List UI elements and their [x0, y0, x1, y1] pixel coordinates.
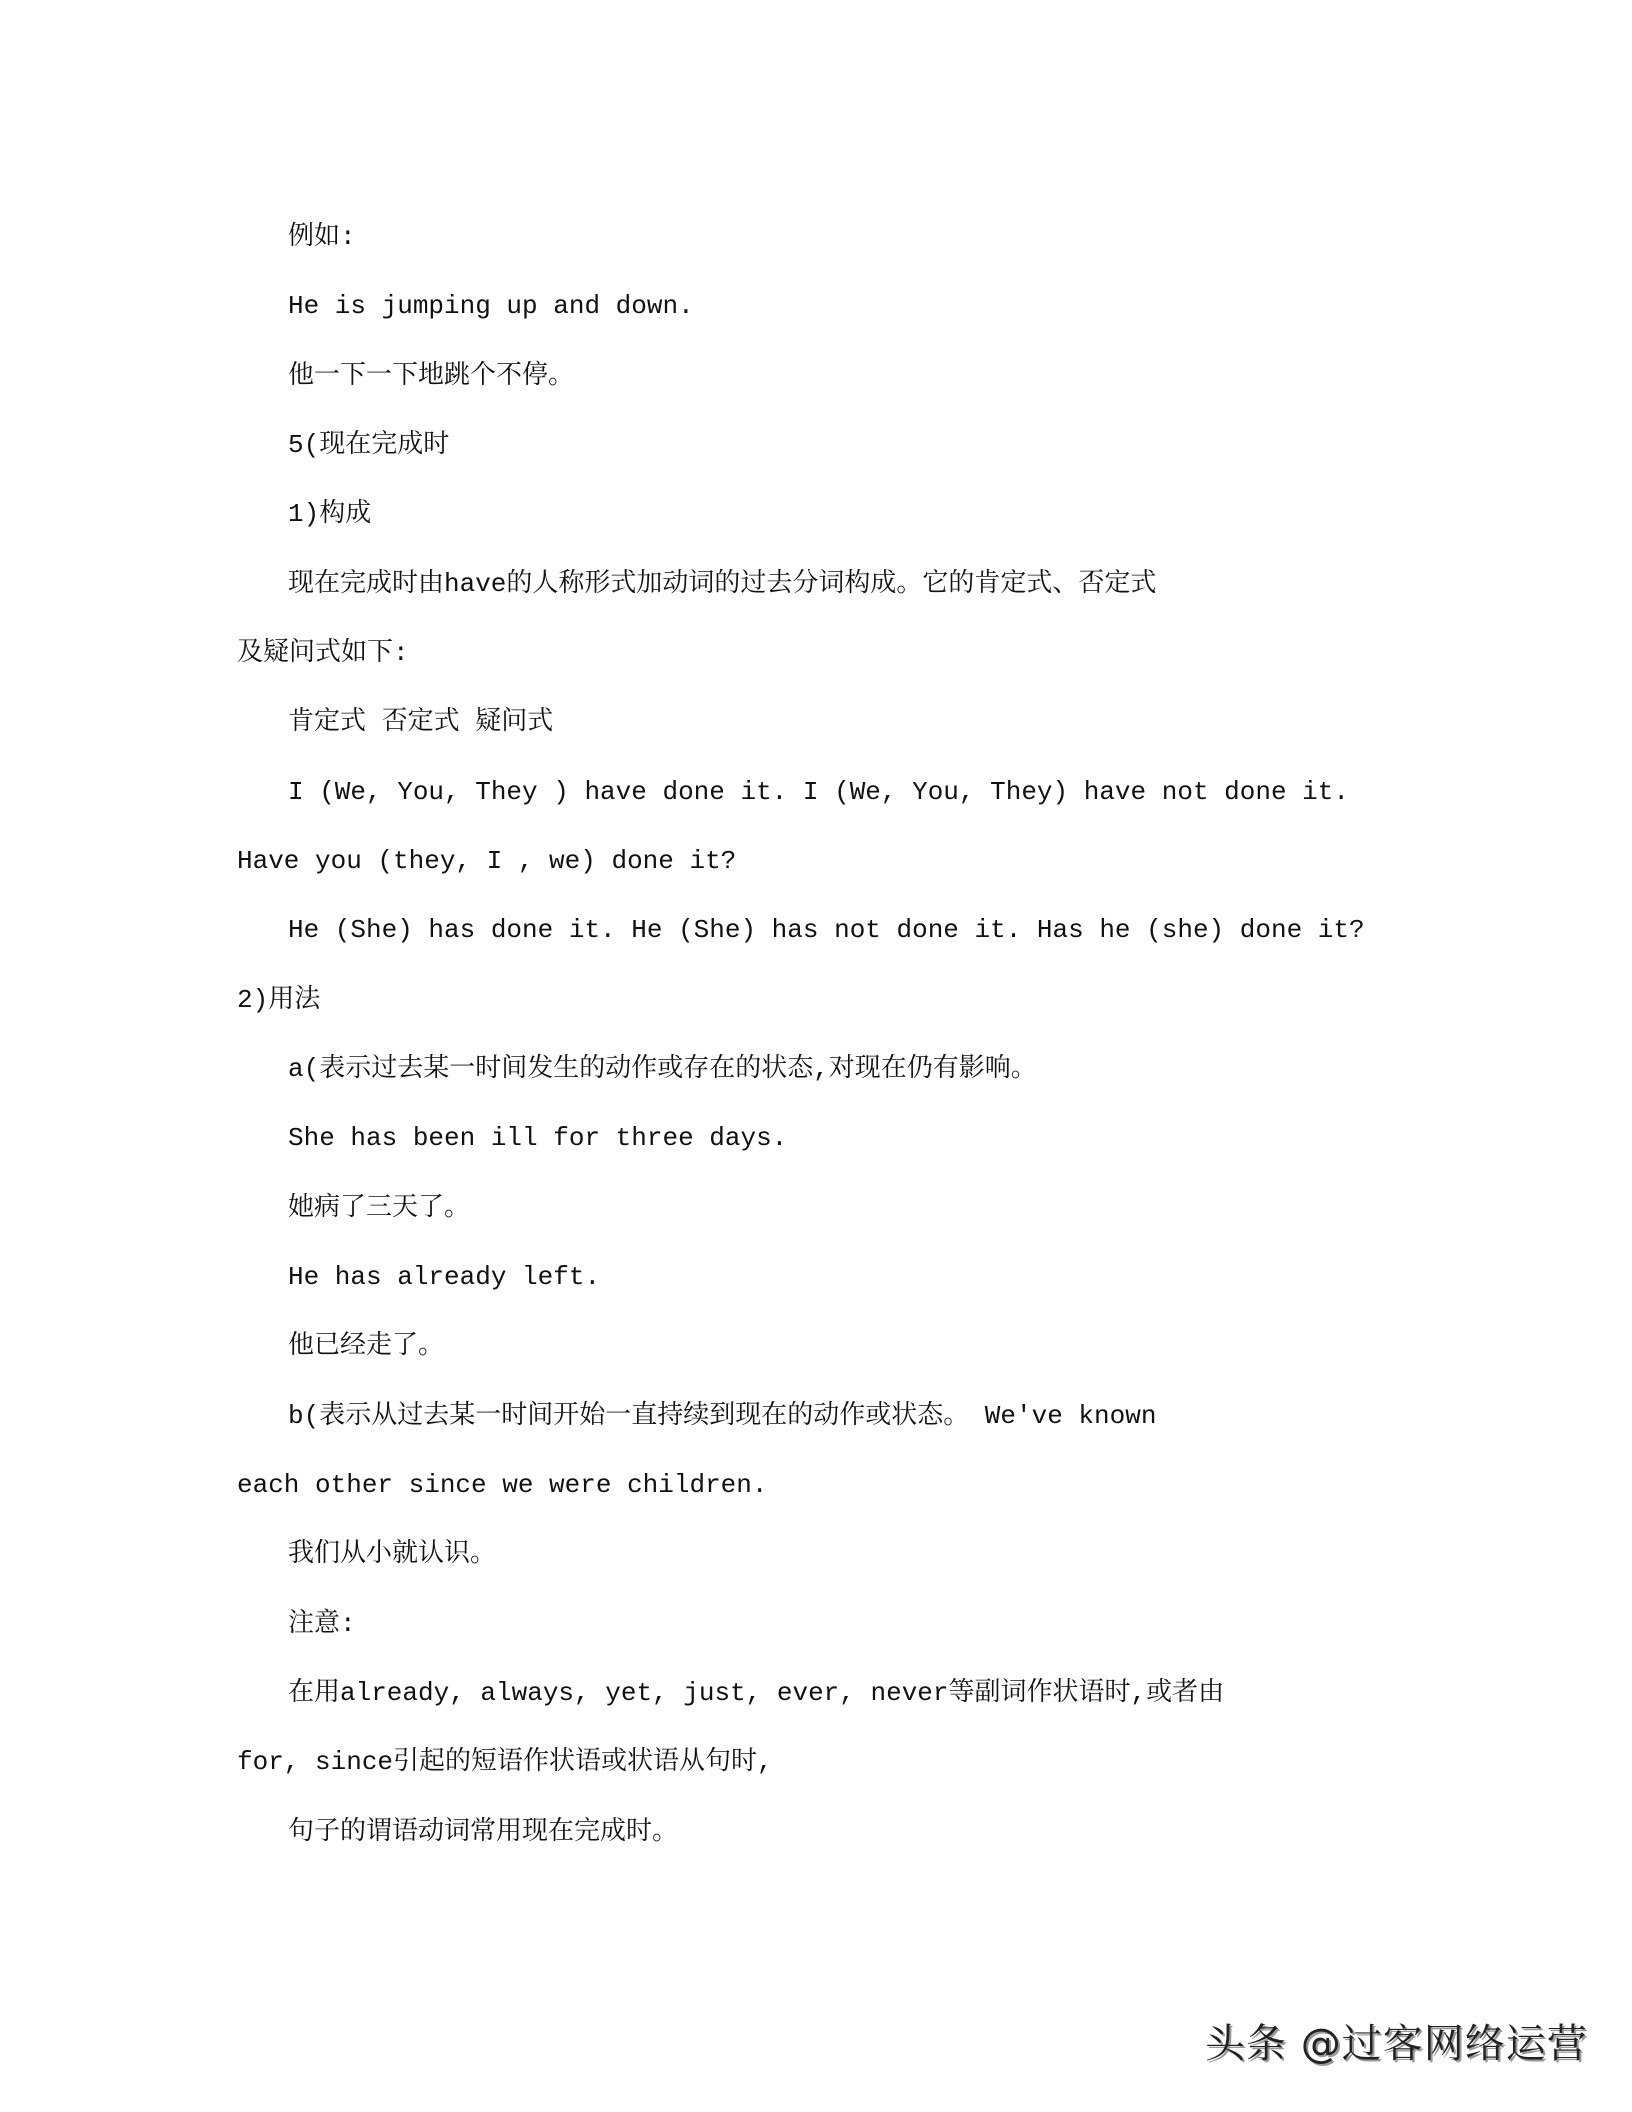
- text-line: 现在完成时由have的人称形式加动词的过去分词构成。它的肯定式、否定式: [288, 568, 1157, 599]
- text-line: 他已经走了。: [288, 1331, 445, 1362]
- text-line: 注意:: [288, 1608, 356, 1639]
- text-line: 2)用法: [237, 984, 321, 1015]
- document-page: [0, 203, 1632, 1867]
- text-line: 1)构成: [288, 499, 372, 530]
- text-line: each other since we were children.: [237, 1469, 768, 1500]
- text-line: for, since引起的短语作状语或状语从句时,: [237, 1747, 773, 1778]
- text-line: 5(现在完成时: [288, 429, 450, 460]
- text-line: b(表示从过去某一时间开始一直持续到现在的动作或状态。 We've known: [288, 1400, 1157, 1431]
- text-line: 她病了三天了。: [288, 1192, 471, 1223]
- text-line: 在用already, always, yet, just, ever, never等副词作状语时,或者由: [288, 1677, 1225, 1708]
- text-line: a(表示过去某一时间发生的动作或存在的状态,对现在仍有影响。: [288, 1053, 1037, 1084]
- text-line: She has been ill for three days.: [288, 1123, 788, 1154]
- text-line: He is jumping up and down.: [288, 291, 694, 322]
- text-line: He has already left.: [288, 1261, 601, 1292]
- text-line: 及疑问式如下:: [237, 637, 409, 668]
- text-line: I (We, You, They ) have done it. I (We, You, They) have not done it.: [288, 776, 1349, 807]
- text-line: 我们从小就认识。: [288, 1539, 497, 1570]
- text-line: 句子的谓语动词常用现在完成时。: [288, 1816, 679, 1847]
- text-line: 例如:: [288, 222, 356, 252]
- text-line: 他一下一下地跳个不停。: [288, 360, 575, 391]
- text-line: He (She) has done it. He (She) has not done it. Has he (she) done it?: [288, 915, 1365, 946]
- text-line: 肯定式 否定式 疑问式: [288, 707, 554, 738]
- text-line: Have you (they, I , we) done it?: [237, 845, 737, 876]
- watermark: 头条 @过客网络运营: [1205, 2021, 1588, 2067]
